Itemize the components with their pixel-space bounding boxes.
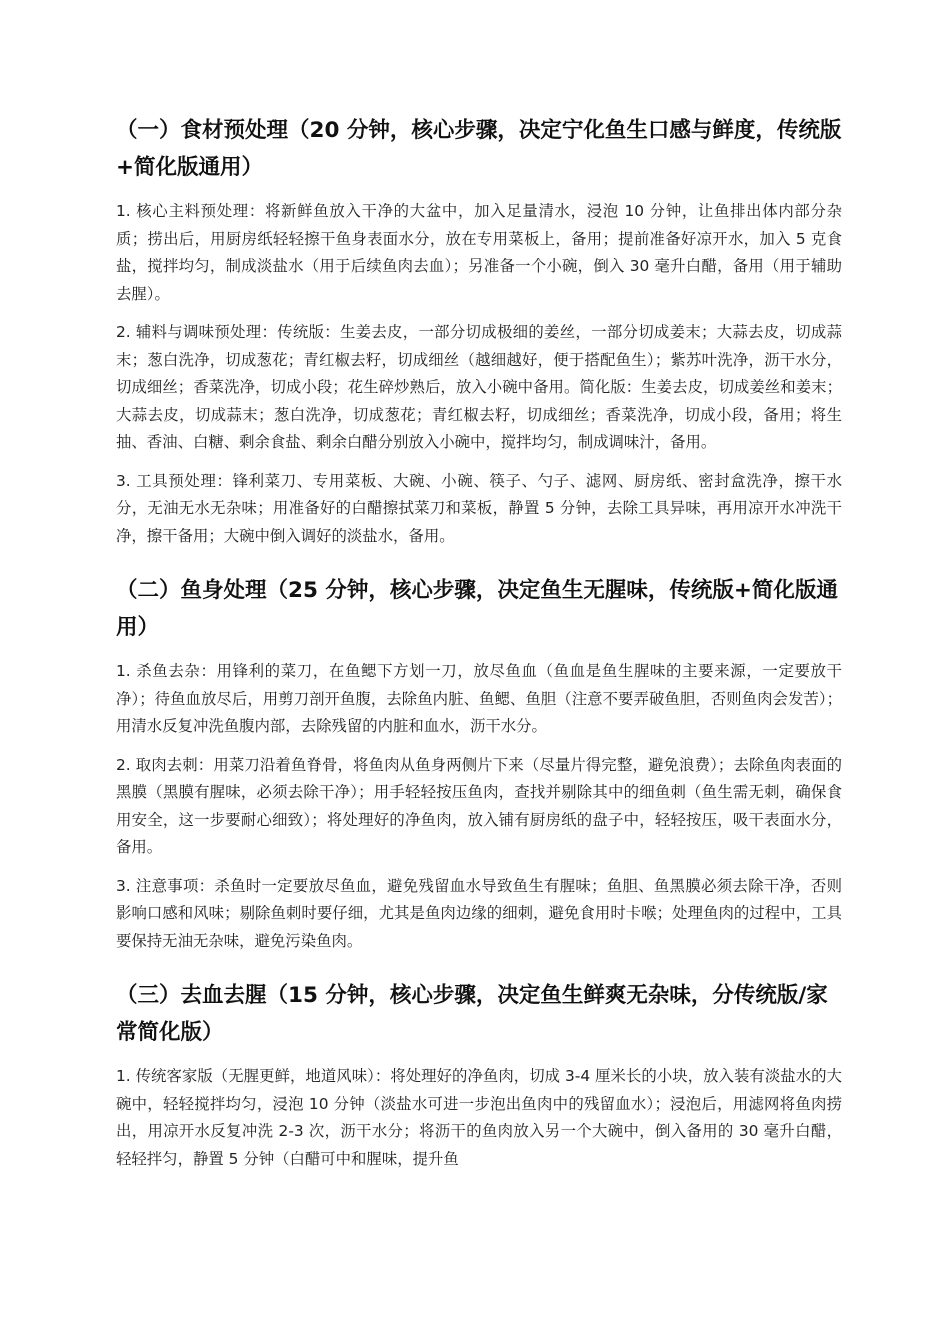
paragraph-item: 1. 传统客家版（无腥更鲜，地道风味）：将处理好的净鱼肉，切成 3-4 厘米长的小块，放入装有淡盐水的大碗中，轻轻搅拌均匀，浸泡 10 分钟（淡盐水可进一步泡出鱼肉中的残留血水）；浸泡后，用滤网将鱼肉捞出，用凉开水反复冲洗 2-3 次，沥干水分；将沥干的鱼肉放入另一个大碗中，倒入备用的 30 毫升白醋，轻轻拌匀，静置 5 分钟（白醋可中和腥味，提升鱼 xyxy=(116,1067,842,1168)
document-page xyxy=(116,112,842,1184)
paragraph-item: 3. 工具预处理：锋利菜刀、专用菜板、大碗、小碗、筷子、勺子、滤网、厨房纸、密封盒洗净，擦干水分，无油无水无杂味；用准备好的白醋擦拭菜刀和菜板，静置 5 分钟，去除工具异味，再用凉开水冲洗干净，擦干备用；大碗中倒入调好的淡盐水，备用。 xyxy=(116,471,842,545)
section-heading: （二）鱼身处理（25 分钟，核心步骤，决定鱼生无腥味，传统版+简化版通用） xyxy=(116,578,838,640)
section-heading: （三）去血去腥（15 分钟，核心步骤，决定鱼生鲜爽无杂味，分传统版/家常简化版） xyxy=(116,983,828,1045)
section-ingredient-prep xyxy=(116,112,842,550)
paragraph-item: 2. 辅料与调味预处理：传统版：生姜去皮，一部分切成极细的姜丝，一部分切成姜末；大蒜去皮，切成蒜末；葱白洗净，切成葱花；青红椒去籽，切成细丝（越细越好，便于搭配鱼生）；紫苏叶洗净，沥干水分，切成细丝；香菜洗净，切成小段；花生碎炒熟后，放入小碗中备用。简化版：生姜去皮，切成姜丝和姜末；大蒜去皮，切成蒜末；葱白洗净，切成葱花；青红椒去籽，切成细丝；香菜洗净，切成小段，备用；将生抽、香油、白糖、剩余食盐、剩余白醋分别放入小碗中，搅拌均匀，制成调味汁，备用。 xyxy=(116,323,842,451)
section-fish-processing xyxy=(116,572,842,955)
section-heading: （一）食材预处理（20 分钟，核心步骤，决定宁化鱼生口感与鲜度，传统版+简化版通用） xyxy=(116,118,842,180)
paragraph-item: 1. 核心主料预处理：将新鲜鱼放入干净的大盆中，加入足量清水，浸泡 10 分钟，让鱼排出体内部分杂质；捞出后，用厨房纸轻轻擦干鱼身表面水分，放在专用菜板上，备用；提前准备好凉开水，加入 5 克食盐，搅拌均匀，制成淡盐水（用于后续鱼肉去血）；另准备一个小碗，倒入 30 毫升白醋，备用（用于辅助去腥）。 xyxy=(116,202,842,303)
paragraph-item: 3. 注意事项：杀鱼时一定要放尽鱼血，避免残留血水导致鱼生有腥味；鱼胆、鱼黑膜必须去除干净，否则影响口感和风味；剔除鱼刺时要仔细，尤其是鱼肉边缘的细刺，避免食用时卡喉；处理鱼肉的过程中，工具要保持无油无杂味，避免污染鱼肉。 xyxy=(116,876,842,950)
section-deblood-defishy xyxy=(116,977,842,1173)
paragraph-item: 2. 取肉去刺：用菜刀沿着鱼脊骨，将鱼肉从鱼身两侧片下来（尽量片得完整，避免浪费）；去除鱼肉表面的黑膜（黑膜有腥味，必须去除干净）；用手轻轻按压鱼肉，查找并剔除其中的细鱼刺（鱼生需无刺，确保食用安全，这一步要耐心细致）；将处理好的净鱼肉，放入铺有厨房纸的盘子中，轻轻按压，吸干表面水分，备用。 xyxy=(116,755,842,856)
paragraph-item: 1. 杀鱼去杂：用锋利的菜刀，在鱼鳃下方划一刀，放尽鱼血（鱼血是鱼生腥味的主要来源，一定要放干净）；待鱼血放尽后，用剪刀剖开鱼腹，去除鱼内脏、鱼鳃、鱼胆（注意不要弄破鱼胆，否则鱼肉会发苦）；用清水反复冲洗鱼腹内部，去除残留的内脏和血水，沥干水分。 xyxy=(116,662,842,735)
